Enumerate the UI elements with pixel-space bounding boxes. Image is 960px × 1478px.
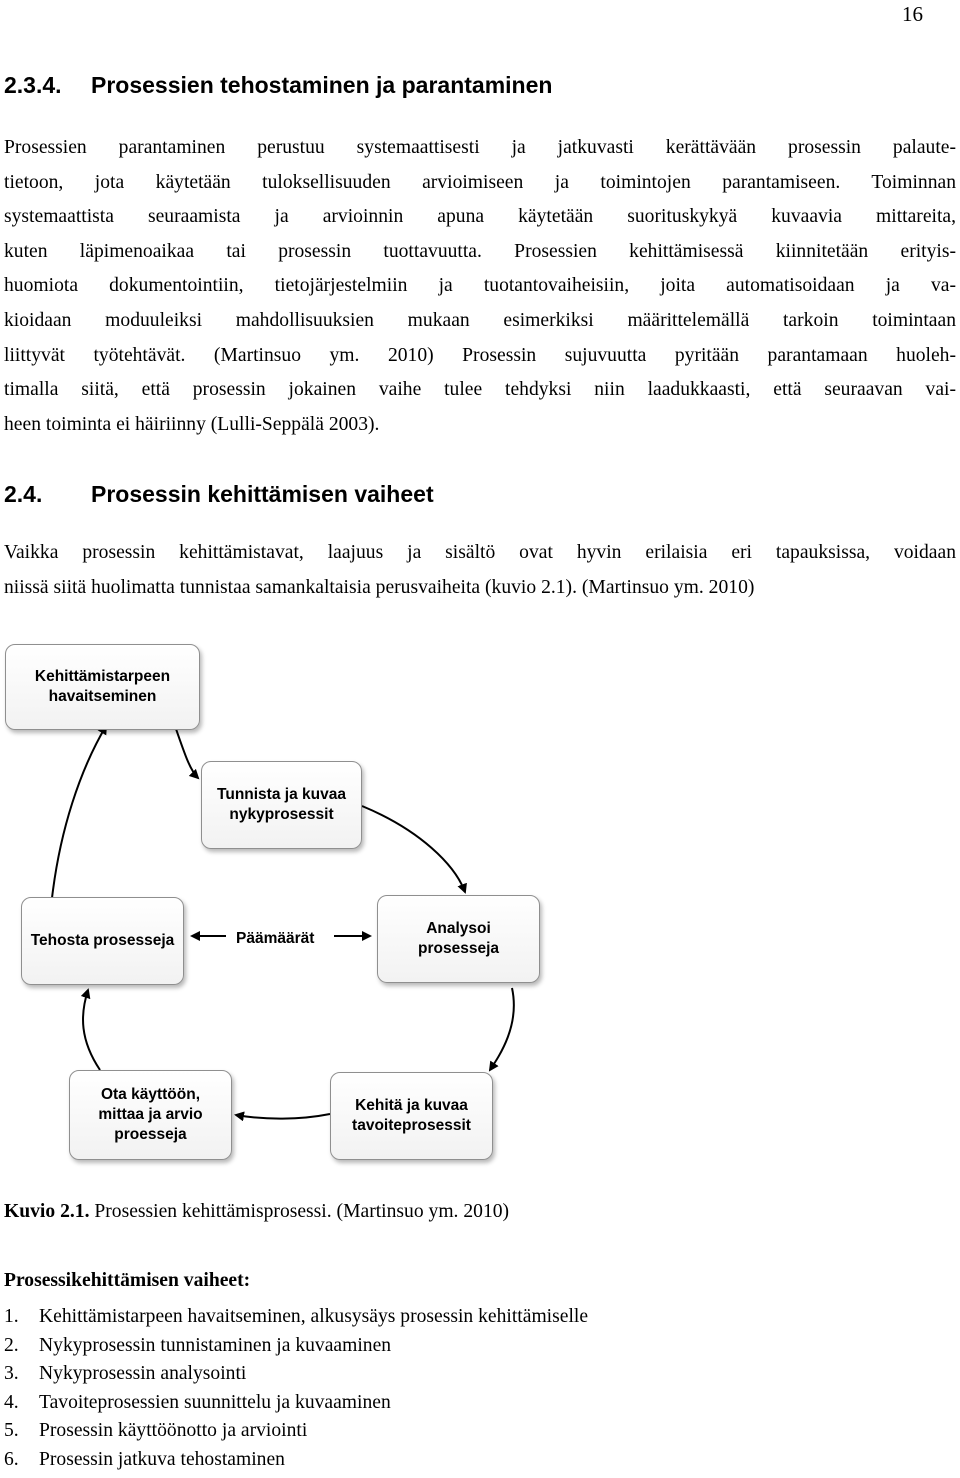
box-identify-need: [5, 644, 200, 730]
list-item: [4, 1417, 588, 1446]
arrow-analyze-to-develop: [490, 988, 514, 1070]
list-item-text: Prosessin jatkuva tehostaminen: [39, 1448, 285, 1470]
list-item-number: 1.: [4, 1306, 19, 1327]
box-deploy: [69, 1070, 232, 1160]
process-cycle-diagram: [0, 630, 960, 1170]
arrow-develop-to-deploy: [236, 1114, 330, 1119]
box-label: Tehosta prosesseja: [30, 932, 175, 949]
list-item-text: Nykyprosessin analysointi: [39, 1363, 247, 1385]
arrow-deploy-to-streamline: [83, 990, 100, 1070]
box-label: Ota käyttöön, mittaa ja arvio proesseja: [98, 1086, 203, 1143]
section-title: Prosessin kehittämisen vaiheet: [91, 481, 434, 507]
list-item: [4, 1332, 588, 1361]
list-item: [4, 1389, 588, 1418]
list-item-text: Tavoiteprosessien suunnittelu ja kuvaaminen: [39, 1391, 391, 1413]
paragraph-process-improvement: [4, 131, 956, 442]
paragraph-line: kuten läpimenoaikaa tai prosessin tuottavuutta. Prosessien kehittämisessä kiinnitetään erityis-: [4, 240, 956, 262]
box-streamline: [21, 897, 184, 985]
paragraph-line: huomiota dokumentointiin, tietojärjestelmiin ja tuotantovaiheisiin, joita automatisoidaan ja va-: [4, 275, 956, 297]
paragraph-line: liittyvät työtehtävät. (Martinsuo ym. 2010) Prosessin sujuvuutta pyritään parantamaan huoleh-: [4, 344, 956, 366]
paragraph-line: niissä siitä huolimatta tunnistaa samankaltaisia perusvaiheita (kuvio 2.1). (Martinsuo ym. 2010): [4, 576, 755, 598]
list-item-text: Nykyprosessin tunnistaminen ja kuvaaminen: [39, 1334, 392, 1356]
figure-caption: [4, 1201, 509, 1223]
section-number: 2.4.: [4, 481, 43, 507]
steps-list: [4, 1303, 588, 1475]
paragraph-line: heen toiminta ei häiriinny (Lulli-Seppälä 2003).: [4, 413, 380, 435]
paragraph-line: kioidaan moduuleiksi mahdollisuuksien mukaan esimerkiksi määrittelemällä tarkoin toimintaan: [4, 309, 956, 331]
paragraph-development-phases: [4, 536, 956, 605]
section-number: 2.3.4.: [4, 72, 62, 98]
paragraph-line: systemaattista seuraamista ja arvioinnin apuna käytetään suorituskykyä kuvaavia mittareita,: [4, 206, 956, 228]
center-goals-label: Päämäärät: [236, 930, 315, 947]
arrow-current-to-analyze: [362, 806, 465, 892]
arrow-need-to-current: [175, 726, 198, 778]
paragraph-line: tietoon, jota käytetään tuloksellisuuden arvioimiseen ja toimintojen parantamiseen. Toiminnan: [4, 171, 956, 193]
caption-label: Kuvio 2.1.: [4, 1201, 90, 1222]
box-label: Kehitä ja kuvaa tavoiteprosessit: [352, 1097, 471, 1134]
list-item-text: Kehittämistarpeen havaitseminen, alkusysäys prosessin kehittämiselle: [39, 1306, 589, 1327]
box-label: Analysoi prosesseja: [418, 920, 499, 957]
list-item-number: 3.: [4, 1363, 19, 1385]
box-label: Tunnista ja kuvaa nykyprosessit: [217, 786, 346, 823]
arrow-streamline-to-need: [52, 726, 106, 898]
box-describe-current: [201, 761, 362, 849]
list-item: [4, 1446, 588, 1475]
paragraph-line: timalla siitä, että prosessin jokainen vaihe tulee tehdyksi niin laadukkaasti, että seuraavan vai-: [4, 379, 956, 401]
caption-text: Prosessien kehittämisprosessi. (Martinsuo ym. 2010): [89, 1201, 510, 1222]
section-title: Prosessien tehostaminen ja parantaminen: [91, 72, 553, 98]
steps-title: Prosessikehittämisen vaiheet:: [4, 1270, 251, 1291]
box-analyze: [377, 895, 540, 983]
page-number: 16: [902, 2, 923, 26]
list-item-number: 2.: [4, 1334, 19, 1356]
section-heading-2-3-4: [4, 72, 552, 99]
list-item-number: 5.: [4, 1420, 19, 1442]
paragraph-line: Vaikka prosessin kehittämistavat, laajuus ja sisältö ovat hyvin erilaisia eri tapauksissa, voidaan: [4, 542, 956, 563]
list-item-text: Prosessin käyttöönotto ja arviointi: [39, 1420, 308, 1442]
section-heading-2-4: [4, 481, 434, 508]
list-item: [4, 1360, 588, 1389]
list-item: [4, 1303, 588, 1332]
list-item-number: 4.: [4, 1391, 19, 1413]
paragraph-line: Prosessien parantaminen perustuu systemaattisesti ja jatkuvasti kerättävään prosessin palaute-: [4, 137, 956, 158]
box-label: Kehittämistarpeen havaitseminen: [34, 668, 171, 705]
list-item-number: 6.: [4, 1448, 19, 1470]
box-develop-target: [330, 1072, 493, 1160]
